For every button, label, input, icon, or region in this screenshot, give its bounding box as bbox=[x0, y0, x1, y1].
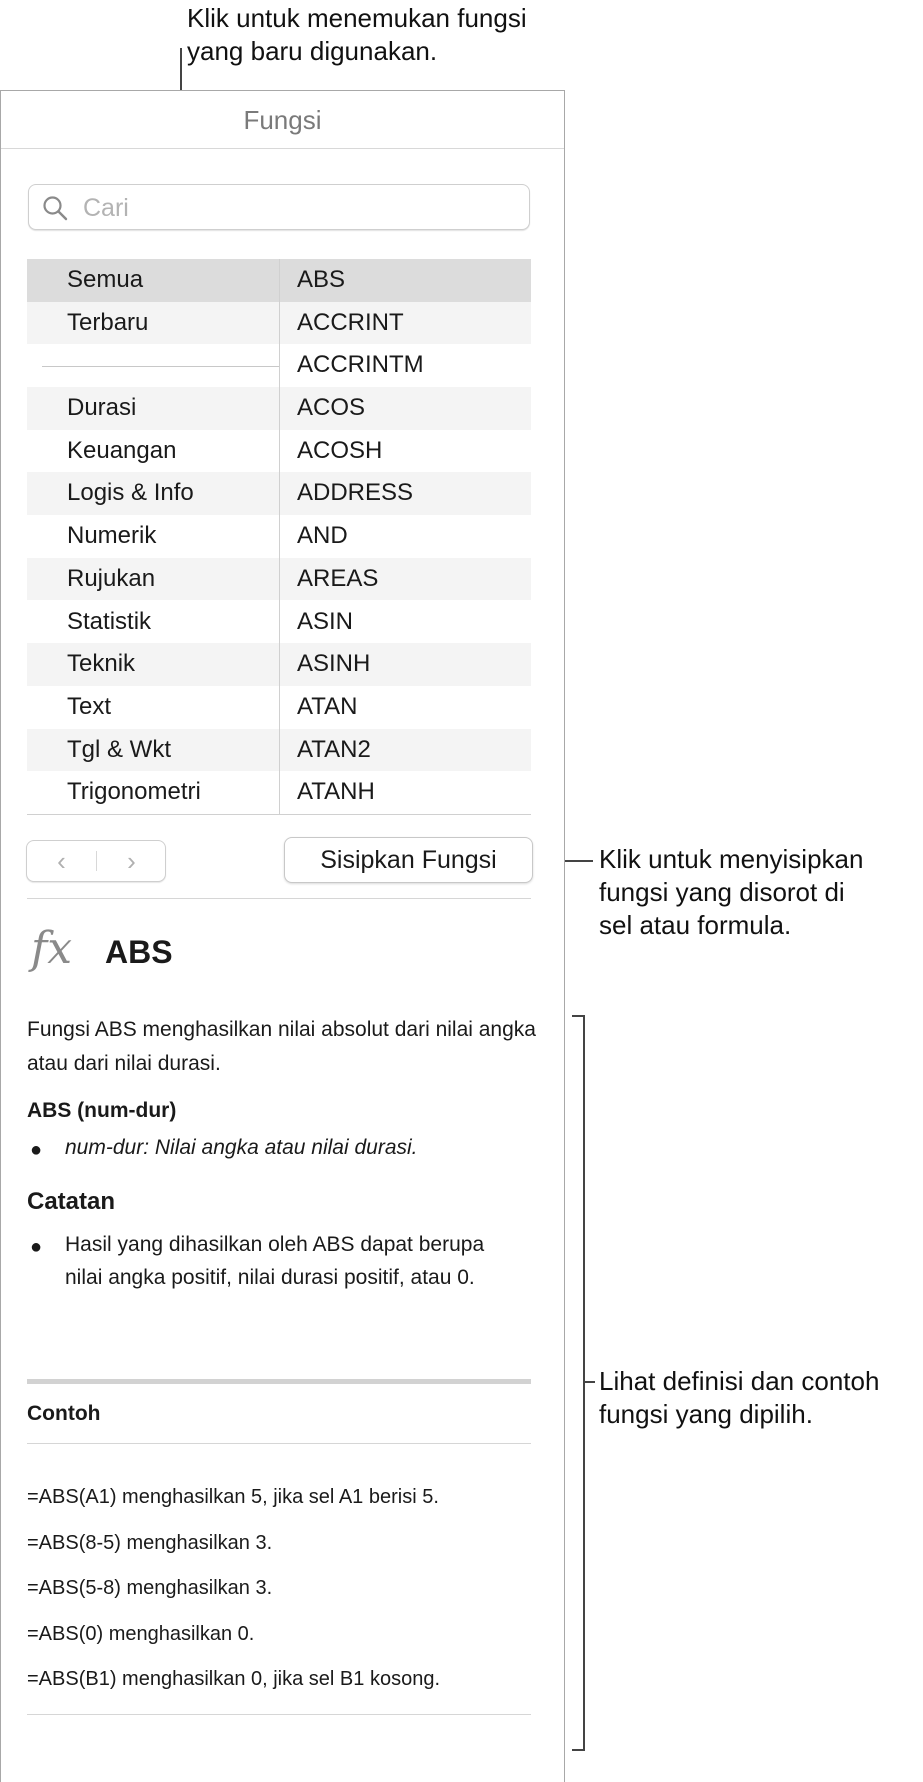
function-item[interactable] bbox=[280, 344, 531, 387]
example-line: =ABS(A1) menghasilkan 5, jika sel A1 berisi 5. bbox=[27, 1486, 439, 1508]
examples-heading: Contoh bbox=[27, 1402, 101, 1425]
note-text: Hasil yang dihasilkan oleh ABS dapat berupa nilai angka positif, nilai durasi positif, atau 0. bbox=[65, 1233, 485, 1289]
category-item[interactable] bbox=[27, 558, 279, 601]
function-label: ATAN bbox=[297, 692, 358, 720]
examples-heading-divider bbox=[27, 1443, 531, 1444]
function-item[interactable] bbox=[280, 558, 531, 601]
category-label: Statistik bbox=[67, 607, 152, 635]
function-label: ADDRESS bbox=[297, 479, 414, 507]
category-item[interactable] bbox=[27, 259, 279, 302]
function-item[interactable] bbox=[280, 259, 531, 302]
category-label: Durasi bbox=[67, 394, 137, 422]
fx-icon: fx bbox=[31, 923, 73, 974]
search-field[interactable] bbox=[28, 184, 530, 230]
function-label: AND bbox=[297, 522, 348, 550]
category-label: Text bbox=[67, 692, 112, 720]
category-item[interactable] bbox=[27, 302, 279, 345]
examples-divider bbox=[27, 1379, 531, 1384]
category-label: Logis & Info bbox=[67, 479, 194, 507]
category-label: Teknik bbox=[67, 650, 136, 678]
function-label: ACCRINTM bbox=[297, 351, 424, 379]
example-line: =ABS(B1) menghasilkan 0, jika sel B1 kosong. bbox=[27, 1668, 440, 1690]
function-description: Fungsi ABS menghasilkan nilai absolut dari nilai angka atau dari nilai durasi. bbox=[27, 1018, 536, 1075]
bottom-divider bbox=[27, 1714, 531, 1715]
function-label: ASINH bbox=[297, 650, 371, 678]
argument-bullet: ● bbox=[30, 1139, 43, 1161]
function-name: ABS bbox=[105, 934, 173, 970]
callout-bracket-pointer bbox=[583, 1381, 595, 1383]
category-label: Numerik bbox=[67, 522, 157, 550]
category-item[interactable] bbox=[27, 515, 279, 558]
callout-definition: Lihat definisi dan contoh fungsi yang dipilih. bbox=[599, 1366, 880, 1429]
category-item[interactable] bbox=[27, 729, 279, 772]
category-item[interactable] bbox=[27, 601, 279, 644]
callout-insert: Klik untuk menyisipkan fungsi yang disorot di sel atau formula. bbox=[599, 844, 864, 940]
function-item[interactable] bbox=[280, 601, 531, 644]
function-browser bbox=[27, 259, 531, 815]
example-line: =ABS(5-8) menghasilkan 3. bbox=[27, 1577, 273, 1599]
function-syntax: ABS (num-dur) bbox=[27, 1099, 177, 1122]
function-label: ACCRINT bbox=[297, 308, 404, 336]
category-item[interactable] bbox=[27, 686, 279, 729]
category-label: Semua bbox=[67, 266, 144, 293]
search-icon bbox=[42, 195, 68, 221]
category-item[interactable] bbox=[27, 430, 279, 473]
category-item[interactable] bbox=[27, 472, 279, 515]
function-item[interactable] bbox=[280, 771, 531, 814]
function-item[interactable] bbox=[280, 302, 531, 345]
category-label: Terbaru bbox=[67, 308, 149, 336]
title-divider bbox=[1, 148, 564, 149]
example-line: =ABS(8-5) menghasilkan 3. bbox=[27, 1531, 273, 1554]
function-label: ABS bbox=[297, 266, 346, 293]
history-nav bbox=[26, 840, 166, 882]
category-divider bbox=[42, 366, 279, 367]
functions-panel bbox=[0, 90, 565, 1782]
function-item[interactable] bbox=[280, 729, 531, 772]
category-label: Rujukan bbox=[67, 564, 156, 592]
forward-button[interactable]: › bbox=[127, 846, 136, 876]
category-item[interactable] bbox=[27, 643, 279, 686]
function-item[interactable] bbox=[280, 472, 531, 515]
function-label: AREAS bbox=[297, 564, 379, 592]
function-label: ACOSH bbox=[297, 436, 383, 464]
category-label: Trigonometri bbox=[67, 778, 201, 806]
category-label: Tgl & Wkt bbox=[67, 735, 172, 763]
insert-function-button[interactable]: Sisipkan Fungsi bbox=[284, 837, 533, 883]
column-divider bbox=[279, 259, 280, 814]
category-label: Keuangan bbox=[67, 436, 177, 464]
panel-title: Fungsi bbox=[243, 105, 322, 135]
callout-recent: Klik untuk menemukan fungsi yang baru digunakan. bbox=[187, 3, 527, 66]
category-item[interactable] bbox=[27, 387, 279, 430]
example-line: =ABS(0) menghasilkan 0. bbox=[27, 1622, 255, 1645]
callout-bracket-top bbox=[572, 1015, 585, 1017]
category-item[interactable] bbox=[27, 771, 279, 814]
back-button[interactable]: ‹ bbox=[57, 846, 66, 876]
function-label: ACOS bbox=[297, 394, 366, 422]
function-label: ASIN bbox=[297, 607, 354, 635]
function-item[interactable] bbox=[280, 686, 531, 729]
function-item[interactable] bbox=[280, 643, 531, 686]
function-label: ATAN2 bbox=[297, 735, 371, 763]
function-item[interactable] bbox=[280, 515, 531, 558]
detail-divider bbox=[27, 898, 531, 899]
note-bullet: ● bbox=[30, 1236, 43, 1258]
function-label: ATANH bbox=[297, 778, 375, 806]
argument-text: num-dur: Nilai angka atau nilai durasi. bbox=[65, 1136, 418, 1159]
function-item[interactable] bbox=[280, 387, 531, 430]
category-separator-row bbox=[27, 344, 279, 387]
function-item[interactable] bbox=[280, 430, 531, 473]
callout-bracket-bottom bbox=[572, 1749, 585, 1751]
search-input[interactable] bbox=[81, 191, 515, 225]
notes-heading: Catatan bbox=[27, 1188, 116, 1215]
